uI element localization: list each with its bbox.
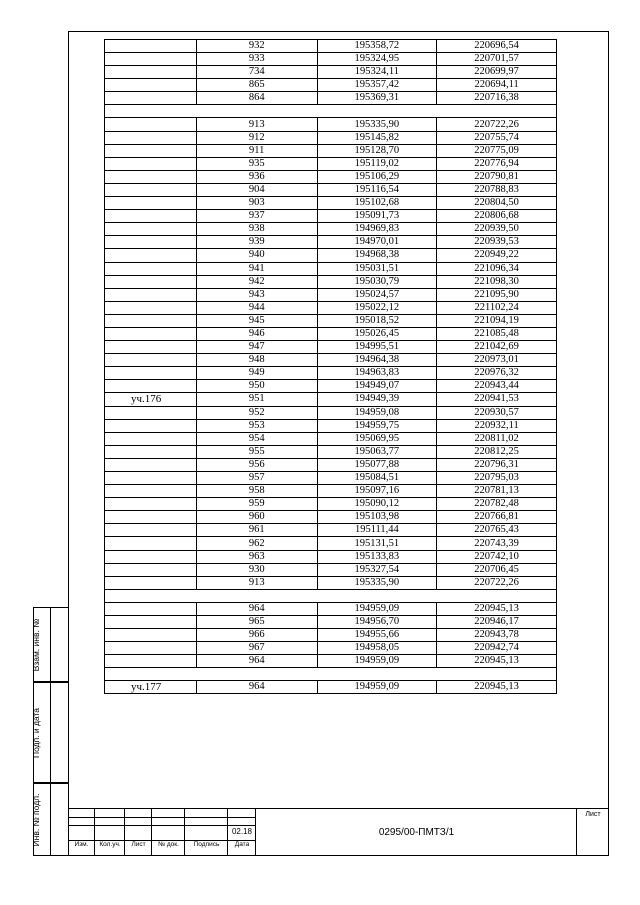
x-cell: 195103,98 <box>317 511 437 524</box>
y-cell: 220976,32 <box>437 367 557 380</box>
point-cell: 953 <box>196 419 317 432</box>
x-cell: 194955,66 <box>317 629 437 642</box>
x-cell: 195335,90 <box>317 576 437 589</box>
y-cell: 220812,25 <box>437 445 557 458</box>
area-cell <box>105 472 197 485</box>
x-cell: 195335,90 <box>317 118 437 131</box>
table-row <box>105 642 557 655</box>
table-row <box>105 458 557 471</box>
point-cell: 950 <box>196 380 317 393</box>
area-cell <box>105 262 197 275</box>
y-cell: 220788,83 <box>437 183 557 196</box>
table-row <box>105 485 557 498</box>
table-row <box>105 615 557 628</box>
table-row <box>105 576 557 589</box>
table-row <box>105 79 557 92</box>
side-stamp-original-inv <box>33 783 69 856</box>
area-cell: уч.177 <box>105 681 197 694</box>
area-cell <box>105 642 197 655</box>
x-cell: 195031,51 <box>317 262 437 275</box>
side-label-sign-date: Подп. и дата <box>31 707 41 758</box>
title-block <box>68 808 609 856</box>
gap-cell <box>105 668 557 681</box>
point-cell: 960 <box>196 511 317 524</box>
header-doc-no: № док. <box>158 841 179 848</box>
y-cell: 220796,31 <box>437 458 557 471</box>
x-cell: 195084,51 <box>317 472 437 485</box>
area-cell <box>105 236 197 249</box>
table-row <box>105 249 557 262</box>
table-row <box>105 131 557 144</box>
table-gap-row <box>105 668 557 681</box>
table-row <box>105 537 557 550</box>
table-row <box>105 40 557 53</box>
y-cell: 220699,97 <box>437 66 557 79</box>
y-cell: 220804,50 <box>437 197 557 210</box>
x-cell: 195357,42 <box>317 79 437 92</box>
y-cell: 220790,81 <box>437 170 557 183</box>
point-cell: 959 <box>196 498 317 511</box>
y-cell: 220781,13 <box>437 485 557 498</box>
table-row <box>105 472 557 485</box>
point-cell: 964 <box>196 681 317 694</box>
y-cell: 221095,90 <box>437 288 557 301</box>
x-cell: 195026,45 <box>317 327 437 340</box>
table-row <box>105 288 557 301</box>
point-cell: 961 <box>196 524 317 537</box>
document-code: 0295/00-ПМТЗ/1 <box>378 827 455 838</box>
y-cell: 221085,48 <box>437 327 557 340</box>
area-cell <box>105 615 197 628</box>
area-cell <box>105 445 197 458</box>
gap-cell <box>105 105 557 118</box>
x-cell: 195069,95 <box>317 432 437 445</box>
area-cell <box>105 602 197 615</box>
table-row <box>105 144 557 157</box>
point-cell: 913 <box>196 118 317 131</box>
header-izm: Изм. <box>74 841 89 848</box>
header-signature: Подпись <box>193 841 220 848</box>
point-cell: 965 <box>196 615 317 628</box>
point-cell: 949 <box>196 367 317 380</box>
x-cell: 194959,75 <box>317 419 437 432</box>
x-cell: 194959,09 <box>317 681 437 694</box>
y-cell: 220722,26 <box>437 118 557 131</box>
table-row <box>105 118 557 131</box>
point-cell: 930 <box>196 563 317 576</box>
x-cell: 194964,38 <box>317 354 437 367</box>
area-cell <box>105 524 197 537</box>
x-cell: 195077,88 <box>317 458 437 471</box>
y-cell: 220945,13 <box>437 681 557 694</box>
x-cell: 194949,39 <box>317 393 437 406</box>
area-cell <box>105 210 197 223</box>
x-cell: 194949,07 <box>317 380 437 393</box>
y-cell: 220743,39 <box>437 537 557 550</box>
area-cell <box>105 288 197 301</box>
point-cell: 947 <box>196 341 317 354</box>
point-cell: 966 <box>196 629 317 642</box>
x-cell: 195128,70 <box>317 144 437 157</box>
x-cell: 195024,57 <box>317 288 437 301</box>
table-row <box>105 550 557 563</box>
table-row <box>105 367 557 380</box>
y-cell: 220765,43 <box>437 524 557 537</box>
point-cell: 911 <box>196 144 317 157</box>
x-cell: 195358,72 <box>317 40 437 53</box>
table-row <box>105 53 557 66</box>
area-cell: уч.176 <box>105 393 197 406</box>
table-row <box>105 393 557 406</box>
x-cell: 195131,51 <box>317 537 437 550</box>
table-row <box>105 341 557 354</box>
point-cell: 964 <box>196 655 317 668</box>
point-cell: 941 <box>196 262 317 275</box>
x-cell: 194970,01 <box>317 236 437 249</box>
x-cell: 195090,12 <box>317 498 437 511</box>
y-cell: 220949,22 <box>437 249 557 262</box>
y-cell: 220946,17 <box>437 615 557 628</box>
area-cell <box>105 275 197 288</box>
header-kol-uch: Кол.уч. <box>99 841 121 848</box>
x-cell: 194959,09 <box>317 655 437 668</box>
area-cell <box>105 341 197 354</box>
coordinates-table-body <box>105 40 557 694</box>
x-cell: 195324,11 <box>317 66 437 79</box>
area-cell <box>105 53 197 66</box>
x-cell: 194968,38 <box>317 249 437 262</box>
x-cell: 195097,16 <box>317 485 437 498</box>
x-cell: 195111,44 <box>317 524 437 537</box>
point-cell: 938 <box>196 223 317 236</box>
x-cell: 195116,54 <box>317 183 437 196</box>
y-cell: 220930,57 <box>437 406 557 419</box>
point-cell: 903 <box>196 197 317 210</box>
point-cell: 865 <box>196 79 317 92</box>
x-cell: 194959,08 <box>317 406 437 419</box>
x-cell: 195133,83 <box>317 550 437 563</box>
point-cell: 955 <box>196 445 317 458</box>
point-cell: 957 <box>196 472 317 485</box>
area-cell <box>105 550 197 563</box>
date-value: 02.18 <box>231 827 253 836</box>
point-cell: 864 <box>196 92 317 105</box>
y-cell: 220766,81 <box>437 511 557 524</box>
area-cell <box>105 157 197 170</box>
table-row <box>105 314 557 327</box>
area-cell <box>105 118 197 131</box>
side-label-replaced-inv: Взам. инв. № <box>31 618 41 671</box>
point-cell: 962 <box>196 537 317 550</box>
side-stamp-replaced-inv <box>33 607 69 682</box>
table-row <box>105 419 557 432</box>
point-cell: 912 <box>196 131 317 144</box>
point-cell: 956 <box>196 458 317 471</box>
x-cell: 195063,77 <box>317 445 437 458</box>
y-cell: 220939,53 <box>437 236 557 249</box>
area-cell <box>105 327 197 340</box>
x-cell: 194959,09 <box>317 602 437 615</box>
point-cell: 944 <box>196 301 317 314</box>
area-cell <box>105 498 197 511</box>
table-row <box>105 445 557 458</box>
y-cell: 220696,54 <box>437 40 557 53</box>
point-cell: 954 <box>196 432 317 445</box>
x-cell: 195369,31 <box>317 92 437 105</box>
y-cell: 220939,50 <box>437 223 557 236</box>
x-cell: 195324,95 <box>317 53 437 66</box>
table-row <box>105 380 557 393</box>
area-cell <box>105 655 197 668</box>
table-row <box>105 275 557 288</box>
area-cell <box>105 170 197 183</box>
table-row <box>105 498 557 511</box>
coordinates-table <box>104 39 557 694</box>
y-cell: 221098,30 <box>437 275 557 288</box>
area-cell <box>105 432 197 445</box>
header-date: Дата <box>234 841 250 848</box>
table-row <box>105 681 557 694</box>
x-cell: 195145,82 <box>317 131 437 144</box>
table-row <box>105 236 557 249</box>
point-cell: 933 <box>196 53 317 66</box>
x-cell: 194995,51 <box>317 341 437 354</box>
area-cell <box>105 354 197 367</box>
table-row <box>105 301 557 314</box>
table-row <box>105 629 557 642</box>
table-row <box>105 511 557 524</box>
table-row <box>105 655 557 668</box>
y-cell: 220943,78 <box>437 629 557 642</box>
side-label-original-inv: Инв. № подл. <box>31 793 41 846</box>
table-row <box>105 327 557 340</box>
area-cell <box>105 485 197 498</box>
table-row <box>105 210 557 223</box>
header-list: Лист <box>131 841 146 848</box>
point-cell: 964 <box>196 602 317 615</box>
point-cell: 963 <box>196 550 317 563</box>
table-row <box>105 157 557 170</box>
x-cell: 195327,54 <box>317 563 437 576</box>
point-cell: 913 <box>196 576 317 589</box>
table-row <box>105 197 557 210</box>
table-gap-row <box>105 105 557 118</box>
point-cell: 936 <box>196 170 317 183</box>
y-cell: 220776,94 <box>437 157 557 170</box>
y-cell: 220945,13 <box>437 655 557 668</box>
area-cell <box>105 249 197 262</box>
side-stamp-sign-date <box>33 682 69 783</box>
area-cell <box>105 380 197 393</box>
area-cell <box>105 367 197 380</box>
point-cell: 937 <box>196 210 317 223</box>
point-cell: 943 <box>196 288 317 301</box>
area-cell <box>105 66 197 79</box>
y-cell: 220973,01 <box>437 354 557 367</box>
y-cell: 220806,68 <box>437 210 557 223</box>
point-cell: 967 <box>196 642 317 655</box>
x-cell: 194958,05 <box>317 642 437 655</box>
sheet-label: Лист <box>585 811 601 818</box>
point-cell: 904 <box>196 183 317 196</box>
table-row <box>105 170 557 183</box>
table-row <box>105 563 557 576</box>
area-cell <box>105 576 197 589</box>
table-row <box>105 432 557 445</box>
y-cell: 220775,09 <box>437 144 557 157</box>
y-cell: 220942,74 <box>437 642 557 655</box>
area-cell <box>105 223 197 236</box>
y-cell: 220782,48 <box>437 498 557 511</box>
y-cell: 221102,24 <box>437 301 557 314</box>
y-cell: 221042,69 <box>437 341 557 354</box>
area-cell <box>105 197 197 210</box>
area-cell <box>105 537 197 550</box>
x-cell: 195119,02 <box>317 157 437 170</box>
area-cell <box>105 458 197 471</box>
y-cell: 220694,11 <box>437 79 557 92</box>
point-cell: 948 <box>196 354 317 367</box>
area-cell <box>105 314 197 327</box>
x-cell: 194963,83 <box>317 367 437 380</box>
table-row <box>105 66 557 79</box>
point-cell: 935 <box>196 157 317 170</box>
area-cell <box>105 511 197 524</box>
y-cell: 220706,45 <box>437 563 557 576</box>
table-row <box>105 262 557 275</box>
table-gap-row <box>105 589 557 602</box>
area-cell <box>105 629 197 642</box>
point-cell: 942 <box>196 275 317 288</box>
table-row <box>105 354 557 367</box>
y-cell: 220941,53 <box>437 393 557 406</box>
y-cell: 221094,19 <box>437 314 557 327</box>
area-cell <box>105 144 197 157</box>
y-cell: 220716,38 <box>437 92 557 105</box>
y-cell: 221096,34 <box>437 262 557 275</box>
point-cell: 952 <box>196 406 317 419</box>
area-cell <box>105 563 197 576</box>
y-cell: 220742,10 <box>437 550 557 563</box>
point-cell: 940 <box>196 249 317 262</box>
point-cell: 932 <box>196 40 317 53</box>
x-cell: 195091,73 <box>317 210 437 223</box>
table-row <box>105 406 557 419</box>
area-cell <box>105 406 197 419</box>
area-cell <box>105 183 197 196</box>
table-row <box>105 524 557 537</box>
y-cell: 220755,74 <box>437 131 557 144</box>
y-cell: 220722,26 <box>437 576 557 589</box>
x-cell: 195022,12 <box>317 301 437 314</box>
x-cell: 195030,79 <box>317 275 437 288</box>
x-cell: 195106,29 <box>317 170 437 183</box>
y-cell: 220943,44 <box>437 380 557 393</box>
y-cell: 220932,11 <box>437 419 557 432</box>
x-cell: 194956,70 <box>317 615 437 628</box>
area-cell <box>105 79 197 92</box>
point-cell: 946 <box>196 327 317 340</box>
area-cell <box>105 301 197 314</box>
x-cell: 195102,68 <box>317 197 437 210</box>
area-cell <box>105 419 197 432</box>
point-cell: 958 <box>196 485 317 498</box>
area-cell <box>105 131 197 144</box>
y-cell: 220811,02 <box>437 432 557 445</box>
x-cell: 194969,83 <box>317 223 437 236</box>
area-cell <box>105 40 197 53</box>
y-cell: 220945,13 <box>437 602 557 615</box>
table-row <box>105 602 557 615</box>
table-row <box>105 92 557 105</box>
area-cell <box>105 92 197 105</box>
point-cell: 939 <box>196 236 317 249</box>
table-row <box>105 223 557 236</box>
point-cell: 951 <box>196 393 317 406</box>
x-cell: 195018,52 <box>317 314 437 327</box>
y-cell: 220795,03 <box>437 472 557 485</box>
y-cell: 220701,57 <box>437 53 557 66</box>
gap-cell <box>105 589 557 602</box>
table-row <box>105 183 557 196</box>
point-cell: 734 <box>196 66 317 79</box>
point-cell: 945 <box>196 314 317 327</box>
